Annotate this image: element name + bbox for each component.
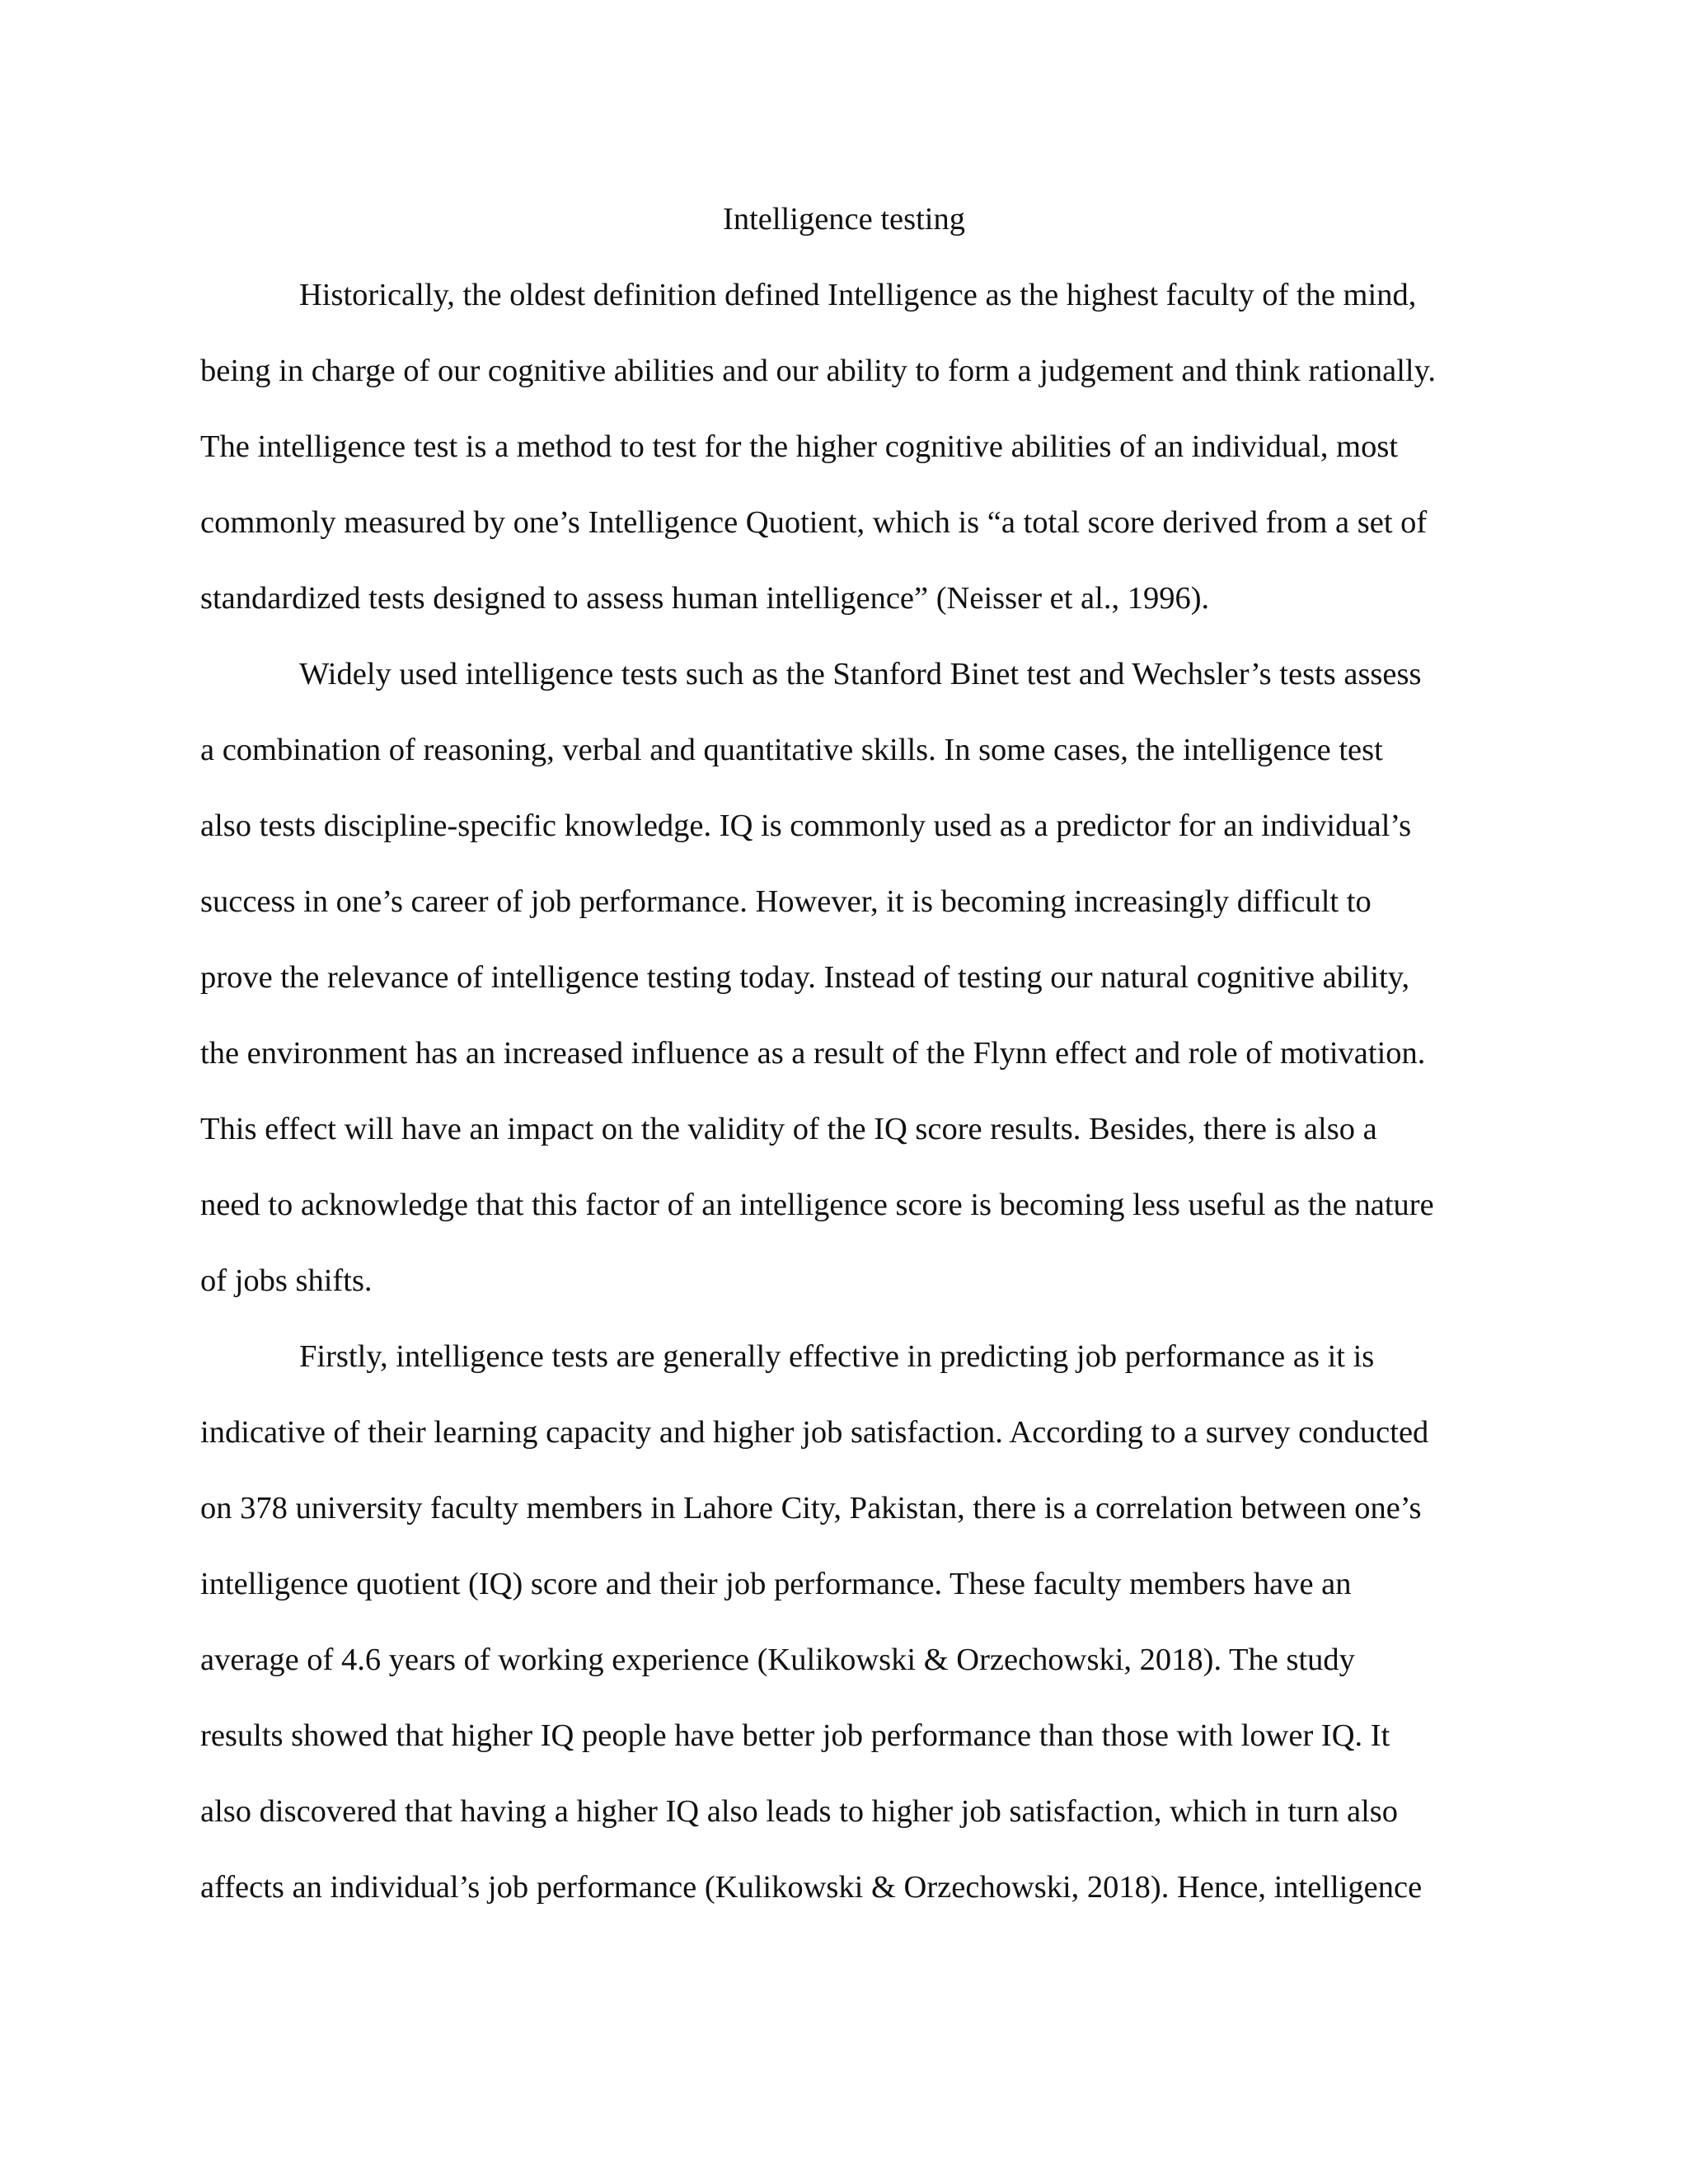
paragraph-line: prove the relevance of intelligence testing today. Instead of testing our natural cognitive ability,	[200, 960, 1410, 995]
paragraph-line: The intelligence test is a method to test for the higher cognitive abilities of an individual, most	[200, 429, 1399, 464]
paragraph-line: commonly measured by one’s Intelligence Quotient, which is “a total score derived from a set of	[200, 505, 1428, 540]
paragraph-line: on 378 university faculty members in Lahore City, Pakistan, there is a correlation between one’s	[200, 1491, 1422, 1526]
document-title: Intelligence testing	[723, 202, 965, 237]
paragraph-line: the environment has an increased influence as a result of the Flynn effect and role of motivation.	[200, 1036, 1426, 1071]
paragraph-line: Firstly, intelligence tests are generally effective in predicting job performance as it is	[299, 1339, 1375, 1374]
paragraph-line: a combination of reasoning, verbal and quantitative skills. In some cases, the intelligence test	[200, 733, 1383, 767]
paragraph-line: success in one’s career of job performance. However, it is becoming increasingly difficult to	[200, 884, 1372, 919]
paragraph-line: This effect will have an impact on the validity of the IQ score results. Besides, there is also a	[200, 1112, 1377, 1146]
paragraph-line: intelligence quotient (IQ) score and their job performance. These faculty members have an	[200, 1567, 1352, 1601]
paragraph-line: being in charge of our cognitive abilities and our ability to form a judgement and think rationally.	[200, 354, 1436, 388]
paragraph-line: also tests discipline-specific knowledge. IQ is commonly used as a predictor for an individual’s	[200, 808, 1412, 843]
paragraph-line: standardized tests designed to assess human intelligence” (Neisser et al., 1996).	[200, 581, 1210, 616]
paragraph-line: affects an individual’s job performance (Kulikowski & Orzechowski, 2018). Hence, intelligence	[200, 1870, 1423, 1905]
paragraph-line: also discovered that having a higher IQ also leads to higher job satisfaction, which in turn also	[200, 1794, 1399, 1829]
paragraph-line: Widely used intelligence tests such as the Stanford Binet test and Wechsler’s tests assess	[299, 657, 1422, 691]
paragraph-line: of jobs shifts.	[200, 1263, 373, 1298]
paragraph-line: results showed that higher IQ people have better job performance than those with lower IQ. It	[200, 1718, 1390, 1753]
paragraph-line: Historically, the oldest definition defined Intelligence as the highest faculty of the mind,	[299, 278, 1417, 312]
paragraph-line: need to acknowledge that this factor of an intelligence score is becoming less useful as the nature	[200, 1188, 1434, 1222]
paragraph-line: indicative of their learning capacity and higher job satisfaction. According to a survey conducted	[200, 1415, 1429, 1450]
paragraph-line: average of 4.6 years of working experience (Kulikowski & Orzechowski, 2018). The study	[200, 1643, 1355, 1677]
